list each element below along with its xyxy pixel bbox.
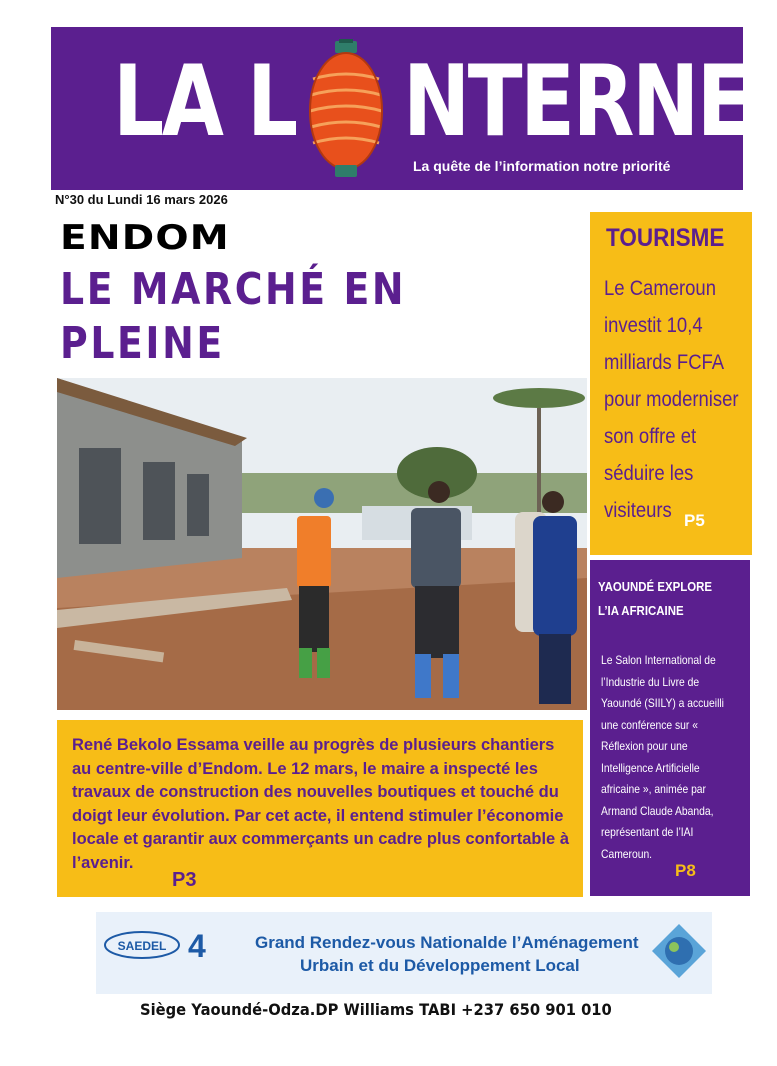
saedel-logo-icon <box>103 930 181 960</box>
footer-contact: Siège Yaoundé-Odza.DP Williams TABI +237 650 901 010 <box>140 1000 612 1019</box>
masthead-title-right: NTERNE <box>403 45 750 159</box>
ad-logo-text: SAEDEL <box>117 939 167 953</box>
story-headline: LE MARCHÉ EN PLEINE <box>60 264 407 369</box>
ad-line2: Urbain et du Développement Local <box>300 956 580 975</box>
tourism-text: Le Cameroun investit 10,4 milliards FCFA pour moderniser son offre et séduire les visiteurs <box>604 277 739 522</box>
masthead-title-left: LA L <box>113 45 296 159</box>
story-kicker: ENDOM <box>60 218 230 258</box>
issue-line: N°30 du Lundi 16 mars 2026 <box>55 192 228 207</box>
masthead <box>51 27 750 190</box>
ad-edition: 4 <box>188 928 206 964</box>
tourism-page-ref: P5 <box>684 511 705 530</box>
yaounde-text: Le Salon International de l’Industrie du Livre de Yaoundé (SIILY) a accueilli une conférence sur « Réflexion pour une Intelligence Artificielle africaine », animée par Armand Claude Abanda, représentant de l’IAI Cameroun. <box>601 653 724 861</box>
tourism-title: TOURISME <box>606 224 725 252</box>
story-photo <box>57 378 587 710</box>
yaounde-title: YAOUNDÉ EXPLORE L’IA AFRICAINE <box>598 579 713 618</box>
globe-icon <box>650 922 708 980</box>
masthead-slogan: La quête de l’information notre priorité <box>413 158 671 174</box>
yaounde-page-ref: P8 <box>675 861 696 880</box>
lantern-icon <box>309 39 383 179</box>
story-lead: René Bekolo Essama veille au progrès de plusieurs chantiers au centre-ville d’Endom. Le 12 mars, le maire a inspecté les travaux de construction des nouvelles boutiques et touché du doigt leur évolution. Par cet acte, il entend stimuler l’économie locale et garantir aux commerçants un cadre plus confortable à l’avenir. <box>72 736 569 872</box>
story-page-ref: P3 <box>172 869 197 891</box>
ad-line1: Grand Rendez-vous Nationalde l’Aménagement <box>255 933 639 952</box>
